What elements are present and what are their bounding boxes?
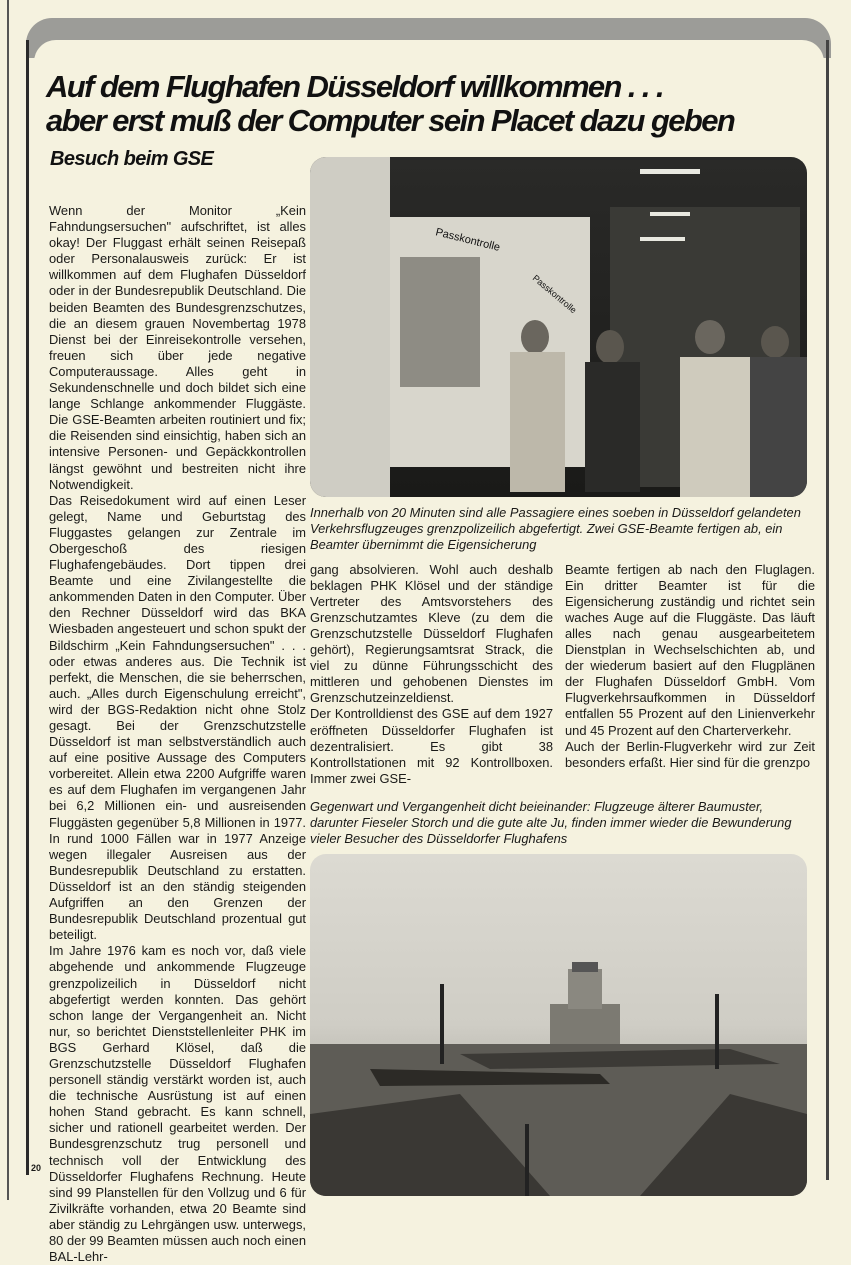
airport-apron-photo: [310, 854, 807, 1196]
photo2-caption: Gegenwart und Vergangenheit dicht beieinander: Flugzeuge älterer Baumuster, darunter Fieseler Storch und die gute alte Ju, finden immer wieder die Bewunderung vieler Besucher des Düsseldorfer Flughafens: [310, 798, 792, 847]
passkontrolle-sign: Passkontrolle: [434, 226, 502, 254]
left-border-rule: [26, 40, 29, 1175]
paragraph: Beamte fertigen ab nach den Fluglagen. Ein dritter Beamter ist für die Eigensicherung zuständig und richtet sein waches Auge auf die Fluggäste. Das läuft alles nach genau ausgearbeitetem Dienstplan in Wechselschichten ab, und der wiederum basiert auf den Flugplänen der Flughafen Düsseldorf GmbH. Vom Flugverkehrsaufkommen in Düsseldorf entfallen 55 Prozent auf den Linienverkehr und 45 Prozent auf den Charterverkehr.: [565, 561, 815, 738]
paragraph: Das Reisedokument wird auf einen Leser gelegt, Name und Geburtstag des Fluggastes gelangen zur Zentrale im Obergeschoß des riesigen Flughafengebäudes. Dort tippen drei Beamte und eine Zivilangestellte die ankommenden Daten in den Computer. Über den Rechner Düsseldorf wird das BKA Wiesbaden angesteuert und schon spukt der Bildschirm „Kein Fahndungsersuchen" . . . oder etwas anderes aus. Die Technik ist perfekt, die Menschen, die sie beherrschen, auch. „Alles durch Eigenschulung erreicht", wird der BGS-Redaktion nicht ohne Stolz gesagt. Bei der Grenzschutzstelle Düsseldorf ist man selbstverständlich auch auf eine positive Aussage des Computers vorbereitet. Allein etwa 2200 Aufgriffe waren es auf dem Flughafen im vergangenen Jahr bei 6,2 Millionen ein- und ausreisenden Fluggästen gegenüber 5,8 Millionen in 1977. In rund 1000 Fällen war in 1977 Anzeige wegen illegaler Ausreisen aus der Bundesrepublik Deutschland zu erstatten. Düsseldorf ist an den ständig steigenden Aufgriffen an den Grenzen der Bundesrepublik Deutschland prozentual gut beteiligt.: [49, 492, 306, 943]
paragraph: gang absolvieren. Wohl auch deshalb beklagen PHK Klösel und der ständige Vertreter des Amtsvorstehers des Grenzschutzamtes Kleve (zu dem die Grenzschutzstelle Düsseldorf Flughafen gehört), Regierungsamtsrat Strack, die viel zu dünne Führungsschicht des mittleren und gehobenen Dienstes im Grenzschutzeinzeldienst.: [310, 561, 553, 706]
header-band-inner: [34, 40, 824, 70]
article-title: [46, 70, 734, 138]
title-line-2: aber erst muß der Computer sein Placet dazu geben: [46, 103, 735, 138]
paragraph: Wenn der Monitor „Kein Fahndungsersuchen" aufschriftet, ist alles okay! Der Fluggast erhält seinen Reisepaß oder Personalausweis zurück: Er ist willkommen auf dem Flughafen Düsseldorf oder in der Bundesrepublik Deutschland. Die beiden Beamten des Bundesgrenzschutzes, die an diesem grauen Novembertag 1978 Dienst bei der Einreisekontrolle versehen, freuen sich über jede negative Computeraussage. Alles geht in Sekundenschnelle und doch bildet sich eine lange Schlange ankommender Fluggäste. Die GSE-Beamten arbeiten routiniert und fix; die Reisenden sind einsichtig, haben sich an intensive Personen- und Gepäckkontrollen längst gewöhnt und bestreiten nicht ihre Notwendigkeit.: [49, 203, 306, 492]
title-line-1: Auf dem Flughafen Düsseldorf willkommen . . .: [46, 69, 663, 104]
text-column-1: [49, 203, 306, 1265]
middle-text-columns: [310, 562, 815, 787]
page-number: 20: [31, 1163, 42, 1173]
passkontrolle-sign-2: Passkontrolle: [530, 272, 579, 316]
paragraph: Auch der Berlin-Flugverkehr wird zur Zeit besonders erfaßt. Hier sind für die grenzpo: [565, 738, 815, 770]
text-column-3: [565, 562, 815, 787]
paragraph: Der Kontrolldienst des GSE auf dem 1927 eröffneten Düsseldorfer Flughafen ist dezentralisiert. Es gibt 38 Kontrollstationen mit 92 Kontrollboxen. Immer zwei GSE-: [310, 706, 553, 786]
passport-control-photo: [310, 157, 807, 497]
right-content-area: [310, 505, 815, 1196]
right-border-rule: [826, 40, 829, 1180]
text-column-2: [310, 562, 553, 787]
page-edge-line: [7, 0, 9, 1200]
paragraph: Im Jahre 1976 kam es noch vor, daß viele abgehende und ankommende Flugzeuge grenzpolizeilich in Düsseldorf nicht abgefertigt werden konnten. Das gehört schon lange der Vergangenheit an. Nicht nur, so berichtet Dienststellenleiter PHK im BGS Gerhard Klösel, daß die Grenzschutzstelle Düsseldorf Flughafen personell ständig verstärkt worden ist, auch die technische Ausrüstung ist auf einen hohen Stand gebracht. Es kann schnell, sicher und rationell gearbeitet werden. Der Bundesgrenzschutz trug personell und technisch voll der Entwicklung des Düsseldorfer Flughafens Rechnung. Heute sind 99 Planstellen für den Vollzug und 6 für Zivilkräfte vorhanden, etwa 20 Beamte sind aber ständig zu Lehrgängen usw. unterwegs, 80 der 99 Beamten müssen auch noch einen BAL-Lehr-: [49, 943, 306, 1265]
article-subtitle: Besuch beim GSE: [50, 148, 214, 170]
photo1-caption: Innerhalb von 20 Minuten sind alle Passagiere eines soeben in Düsseldorf gelandeten Verkehrsflugzeuges grenzpolizeilich abgefertigt. Zwei GSE-Beamte fertigen ab, ein Beamter übernimmt die Eigensicherung: [310, 505, 801, 553]
